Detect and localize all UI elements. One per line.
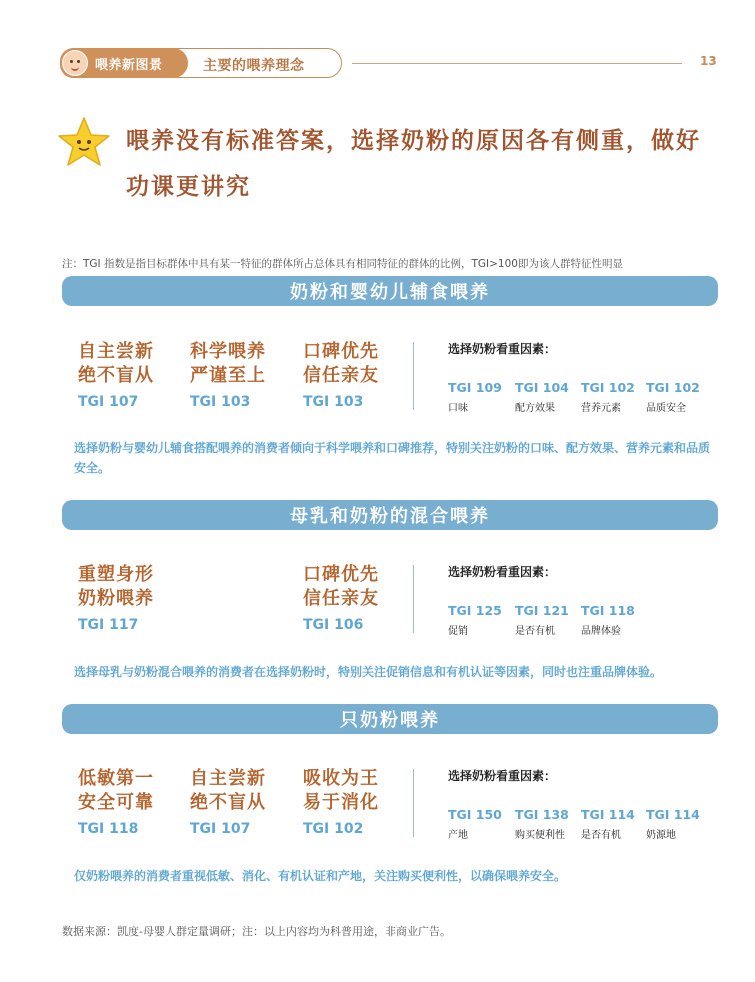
factor [515, 603, 581, 637]
slogan-line: 信任亲友 [303, 365, 379, 386]
slogan [78, 767, 198, 837]
page-title [126, 118, 716, 210]
factor-label: 配方效果 [515, 403, 555, 414]
slogan-tgi: TGI 107 [78, 394, 139, 410]
slogan-tgi: TGI 103 [303, 394, 364, 410]
factor [448, 380, 514, 414]
divider [413, 769, 414, 837]
section-content [78, 767, 718, 841]
factor-label: 品质安全 [646, 403, 686, 414]
slogan [303, 563, 423, 633]
factor-label: 产地 [448, 830, 468, 841]
divider [413, 342, 414, 410]
slogan-line: 重塑身形 [78, 564, 154, 585]
factor-tgi: TGI 125 [448, 603, 502, 618]
section-summary: 选择奶粉与婴幼儿辅食搭配喂养的消费者倾向于科学喂养和口碑推荐，特别关注奶粉的口味、配方效果、营养元素和品质安全。 [74, 441, 711, 475]
section-banner: 母乳和奶粉的混合喂养 [62, 500, 718, 530]
slogan-line: 信任亲友 [303, 588, 379, 609]
slogan [78, 340, 198, 410]
slogan-line: 自主尝新 [190, 768, 266, 789]
source-footnote: 数据来源：凯度-母婴人群定量调研；注：以上内容均为科普用途，非商业广告。 [62, 925, 451, 938]
slogan [190, 767, 310, 837]
slogan-line: 口碑优先 [303, 564, 379, 585]
slogan-line: 低敏第一 [78, 768, 154, 789]
slogan-line: 口碑优先 [303, 341, 379, 362]
page-header [60, 48, 717, 80]
section-content [78, 563, 718, 637]
factor-label: 是否有机 [515, 626, 555, 637]
factor [448, 807, 514, 841]
slogan-tgi: TGI 117 [78, 617, 139, 633]
section-banner: 只奶粉喂养 [62, 704, 718, 734]
factor-label: 营养元素 [581, 403, 621, 414]
factor-label: 口味 [448, 403, 468, 414]
factor-label: 奶源地 [646, 830, 676, 841]
factor-tgi: TGI 102 [646, 380, 700, 395]
factor [448, 603, 514, 637]
divider [413, 565, 414, 633]
slogan [190, 340, 310, 410]
slogan-line: 绝不盲从 [190, 792, 266, 813]
factor-tgi: TGI 102 [581, 380, 635, 395]
title-line: 喂养没有标准答案，选择奶粉的原因各有侧重，做好 [126, 127, 701, 154]
slogan-line: 易于消化 [303, 792, 379, 813]
slogan-line: 绝不盲从 [78, 365, 154, 386]
factor-tgi: TGI 114 [646, 807, 700, 822]
factor [581, 380, 647, 414]
factor-label: 品牌体验 [581, 626, 621, 637]
slogan-tgi: TGI 106 [303, 617, 364, 633]
factor [515, 380, 581, 414]
factor-label: 是否有机 [581, 830, 621, 841]
slogan-line: 严谨至上 [190, 365, 266, 386]
header-divider [352, 63, 682, 64]
section-content [78, 340, 718, 414]
slogan-line: 吸收为王 [303, 768, 379, 789]
section-subtitle: 主要的喂养理念 [203, 58, 305, 74]
factor [581, 807, 647, 841]
slogan-line: 奶粉喂养 [78, 588, 154, 609]
factor-tgi: TGI 114 [581, 807, 635, 822]
factor [581, 603, 647, 637]
factor [646, 807, 712, 841]
tgi-note: 注：TGI 指数是指目标群体中具有某一特征的群体所占总体具有相同特征的群体的比例，TGI>100即为该人群特征性明显 [62, 258, 623, 270]
factor-label: 购买便利性 [515, 830, 565, 841]
factor [646, 380, 712, 414]
section-banner: 奶粉和婴幼儿辅食喂养 [62, 276, 718, 306]
factor-label: 促销 [448, 626, 468, 637]
slogan-tgi: TGI 107 [190, 821, 251, 837]
factor-tgi: TGI 121 [515, 603, 569, 618]
factors-title: 选择奶粉看重因素： [448, 769, 557, 783]
slogan [303, 340, 423, 410]
baby-avatar-icon [62, 50, 88, 76]
factor [515, 807, 581, 841]
title-line: 功课更讲究 [126, 173, 251, 200]
factors-title: 选择奶粉看重因素： [448, 342, 557, 356]
section-pill [60, 48, 342, 78]
slogan-line: 科学喂养 [190, 341, 266, 362]
slogan-tgi: TGI 102 [303, 821, 364, 837]
slogan-tgi: TGI 103 [190, 394, 251, 410]
section-tag-label: 喂养新图景 [95, 57, 163, 73]
section-tag [60, 48, 188, 78]
factor-tgi: TGI 118 [581, 603, 635, 618]
slogan-line: 自主尝新 [78, 341, 154, 362]
factors-title: 选择奶粉看重因素： [448, 565, 557, 579]
slogan-tgi: TGI 118 [78, 821, 139, 837]
slogan-line: 安全可靠 [78, 792, 154, 813]
factor-tgi: TGI 150 [448, 807, 502, 822]
factor-tgi: TGI 138 [515, 807, 569, 822]
factor-tgi: TGI 109 [448, 380, 502, 395]
slogan [303, 767, 423, 837]
page-number: 13 [700, 54, 717, 68]
section-summary: 仅奶粉喂养的消费者重视低敏、消化、有机认证和产地，关注购买便利性，以确保喂养安全。 [74, 869, 567, 883]
star-icon [56, 116, 112, 168]
slogan [78, 563, 198, 633]
factor-tgi: TGI 104 [515, 380, 569, 395]
section-summary: 选择母乳与奶粉混合喂养的消费者在选择奶粉时，特别关注促销信息和有机认证等因素，同时也注重品牌体验。 [74, 665, 663, 679]
